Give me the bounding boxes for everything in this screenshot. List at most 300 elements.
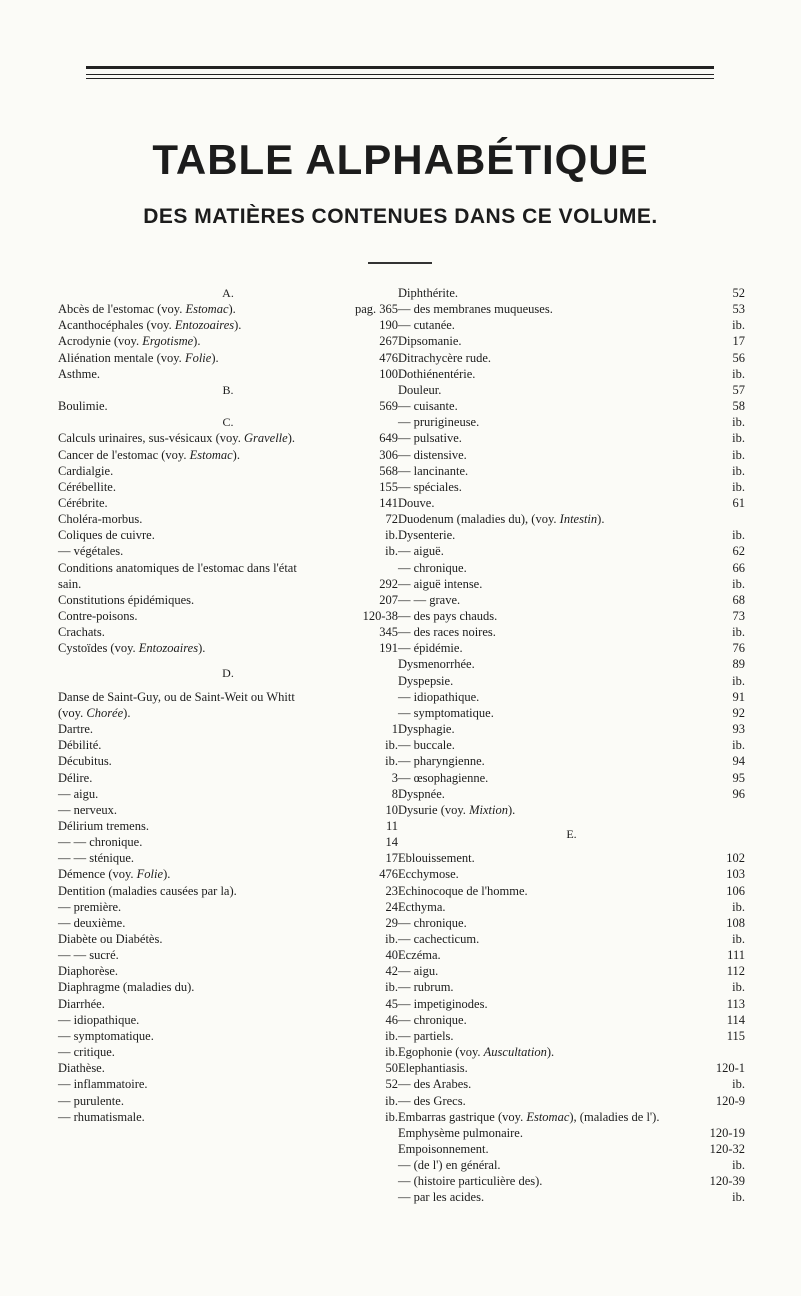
entry-text: — — grave. xyxy=(398,592,461,607)
entry-page-number: ib. xyxy=(732,673,745,688)
index-entry xyxy=(58,576,398,592)
section-letter-label: C. xyxy=(222,415,234,430)
entry-text: Ecchymose. xyxy=(398,867,459,882)
entry-text: (voy. Chorée). xyxy=(58,705,131,720)
entry-text: — aiguë. xyxy=(398,544,444,559)
index-entry xyxy=(398,689,745,705)
entry-page-number: 120-39 xyxy=(709,1174,745,1189)
entry-page-number: ib. xyxy=(732,447,745,462)
entry-page-number: 141 xyxy=(379,495,398,510)
index-entry xyxy=(58,818,398,834)
entry-text: — par les acides. xyxy=(398,1190,485,1205)
entry-text: Dysenterie. xyxy=(398,528,456,543)
entry-text: — cutanée. xyxy=(398,318,455,333)
entry-text: — buccale. xyxy=(398,738,455,753)
entry-page-number: ib. xyxy=(385,754,398,769)
entry-text: — spéciales. xyxy=(398,479,462,494)
entry-text: — lancinante. xyxy=(398,463,469,478)
entry-page-number: 11 xyxy=(385,818,398,833)
entry-page-number: ib. xyxy=(385,738,398,753)
entry-text: Diaphorèse. xyxy=(58,964,119,979)
entry-text: Danse de Saint-Guy, ou de Saint-Weit ou Whitt xyxy=(58,689,295,704)
entry-text: — — chronique. xyxy=(58,835,143,850)
index-entry xyxy=(58,1028,398,1044)
entry-page-number: ib. xyxy=(732,1190,745,1205)
entry-text: — idiopathique. xyxy=(58,1012,140,1027)
entry-text: Dipsomanie. xyxy=(398,334,462,349)
index-entry xyxy=(58,850,398,866)
index-entry xyxy=(398,382,745,398)
entry-page-number: ib. xyxy=(385,1109,398,1124)
index-entry xyxy=(58,1093,398,1109)
index-entry xyxy=(398,1109,745,1125)
entry-page-number: 120-19 xyxy=(709,1125,745,1140)
index-entry xyxy=(398,592,745,608)
index-entry xyxy=(58,543,398,559)
index-entry xyxy=(58,721,398,737)
entry-page-number: 89 xyxy=(732,657,745,672)
entry-text: Eczéma. xyxy=(398,948,441,963)
entry-page-number: ib. xyxy=(732,1077,745,1092)
entry-page-number: 42 xyxy=(385,964,398,979)
entry-text: — — sucré. xyxy=(58,948,119,963)
entry-text: — première. xyxy=(58,899,122,914)
entry-text: — partiels. xyxy=(398,1028,454,1043)
index-entry xyxy=(58,996,398,1012)
index-entry xyxy=(398,1044,745,1060)
index-entry xyxy=(58,963,398,979)
entry-page-number: pag. 365 xyxy=(354,302,398,317)
index-entry xyxy=(398,705,745,721)
entry-page-number: 476 xyxy=(379,350,398,365)
entry-text: — chronique. xyxy=(398,560,467,575)
entry-page-number: 267 xyxy=(379,334,398,349)
entry-page-number: 66 xyxy=(732,560,745,575)
entry-page-number: 61 xyxy=(732,495,745,510)
entry-page-number: 292 xyxy=(379,576,398,591)
index-entry xyxy=(398,1141,745,1157)
section-letter xyxy=(58,414,398,430)
entry-text: Diathèse. xyxy=(58,1061,105,1076)
index-entry xyxy=(58,608,398,624)
entry-text: Ecthyma. xyxy=(398,899,446,914)
index-entry xyxy=(58,689,398,705)
entry-text: Empoisonnement. xyxy=(398,1141,489,1156)
index-entry xyxy=(398,1093,745,1109)
entry-text: Egophonie (voy. Auscultation). xyxy=(398,1045,555,1060)
entry-page-number: 306 xyxy=(379,447,398,462)
entry-text: Diarrhée. xyxy=(58,996,105,1011)
entry-text: Conditions anatomiques de l'estomac dans l'état xyxy=(58,560,297,575)
index-entry xyxy=(398,317,745,333)
entry-page-number: 62 xyxy=(732,544,745,559)
entry-text: Choléra-morbus. xyxy=(58,512,143,527)
top-rule-thick xyxy=(86,66,714,69)
entry-text: Echinocoque de l'homme. xyxy=(398,883,528,898)
entry-text: Emphysème pulmonaire. xyxy=(398,1125,523,1140)
entry-page-number: 94 xyxy=(732,754,745,769)
entry-page-number: 57 xyxy=(732,382,745,397)
entry-page-number: ib. xyxy=(732,528,745,543)
index-entry xyxy=(398,1125,745,1141)
index-entry xyxy=(58,834,398,850)
index-entry xyxy=(398,479,745,495)
entry-text: — inflammatoire. xyxy=(58,1077,148,1092)
index-entry xyxy=(398,398,745,414)
entry-text: — purulente. xyxy=(58,1093,124,1108)
entry-page-number: ib. xyxy=(732,738,745,753)
entry-page-number: ib. xyxy=(385,1045,398,1060)
entry-page-number: 73 xyxy=(732,609,745,623)
entry-page-number: 53 xyxy=(732,302,745,317)
entry-page-number: 120-1 xyxy=(715,1061,745,1076)
index-entry xyxy=(398,430,745,446)
index-entry xyxy=(398,608,745,624)
entry-page-number: 112 xyxy=(726,964,745,979)
entry-text: — aiguë intense. xyxy=(398,576,483,591)
index-entry xyxy=(58,770,398,786)
index-entry xyxy=(398,915,745,931)
index-entry xyxy=(398,576,745,592)
entry-page-number: 3 xyxy=(391,770,398,785)
title-divider xyxy=(368,262,432,264)
index-entry xyxy=(58,915,398,931)
entry-text: Contre-poisons. xyxy=(58,609,138,623)
entry-text: Diaphragme (maladies du). xyxy=(58,980,195,995)
index-entry xyxy=(58,527,398,543)
entry-page-number: 14 xyxy=(385,835,398,850)
top-rule-thin xyxy=(86,74,714,75)
entry-text: — rhumatismale. xyxy=(58,1109,145,1124)
entry-text: — végétales. xyxy=(58,544,124,559)
index-entry xyxy=(398,463,745,479)
entry-text: — critique. xyxy=(58,1045,115,1060)
entry-page-number: 95 xyxy=(732,770,745,785)
entry-page-number: ib. xyxy=(732,625,745,640)
entry-page-number: ib. xyxy=(385,528,398,543)
index-entry xyxy=(398,979,745,995)
entry-text: — (histoire particulière des). xyxy=(398,1174,543,1189)
entry-page-number: ib. xyxy=(385,1093,398,1108)
section-letter-label: D. xyxy=(222,665,234,680)
section-letter xyxy=(58,285,398,301)
entry-text: Asthme. xyxy=(58,366,101,381)
entry-text: Cérébrite. xyxy=(58,495,108,510)
entry-page-number: 96 xyxy=(732,786,745,801)
entry-text: — cachecticum. xyxy=(398,932,480,946)
entry-page-number: 10 xyxy=(385,802,398,817)
entry-page-number: 476 xyxy=(379,867,398,882)
entry-text: — (de l') en général. xyxy=(398,1158,501,1173)
index-entry xyxy=(58,753,398,769)
entry-text: Eblouissement. xyxy=(398,851,475,866)
entry-text: Dyspnée. xyxy=(398,786,445,801)
index-entry xyxy=(58,301,398,317)
entry-page-number: 58 xyxy=(732,399,745,414)
index-entry xyxy=(398,996,745,1012)
entry-page-number: 50 xyxy=(385,1061,398,1076)
entry-page-number: ib. xyxy=(385,1028,398,1043)
section-letter-label: B. xyxy=(222,382,234,397)
entry-text: Décubitus. xyxy=(58,754,112,769)
entry-page-number: ib. xyxy=(385,980,398,995)
index-entry xyxy=(398,753,745,769)
entry-text: Duodenum (maladies du), (voy. Intestin). xyxy=(398,512,605,527)
entry-page-number: 102 xyxy=(726,851,745,866)
entry-text: Diabète ou Diabétès. xyxy=(58,932,163,946)
index-entry xyxy=(58,640,398,656)
index-entry xyxy=(398,527,745,543)
page-title: TABLE ALPHABÉTIQUE xyxy=(152,136,649,183)
entry-page-number: 8 xyxy=(391,786,398,801)
entry-text: — idiopathique. xyxy=(398,689,480,704)
index-entry xyxy=(58,511,398,527)
entry-page-number: 24 xyxy=(385,899,398,914)
index-entry xyxy=(398,947,745,963)
section-letter xyxy=(58,382,398,398)
index-entry xyxy=(398,333,745,349)
top-rule-thin xyxy=(86,78,714,79)
entry-text: Acanthocéphales (voy. Entozoaires). xyxy=(58,318,242,333)
index-entry xyxy=(58,495,398,511)
entry-text: Débilité. xyxy=(58,738,102,753)
index-entry xyxy=(398,414,745,430)
index-entry xyxy=(58,560,398,576)
entry-text: Douve. xyxy=(398,495,435,510)
index-entry xyxy=(58,479,398,495)
entry-page-number: ib. xyxy=(732,932,745,946)
index-entry xyxy=(398,366,745,382)
index-entry xyxy=(398,786,745,802)
index-entry xyxy=(398,285,745,301)
index-entry xyxy=(58,899,398,915)
index-entry xyxy=(398,656,745,672)
index-entry xyxy=(58,366,398,382)
entry-page-number: 17 xyxy=(732,334,745,349)
entry-page-number: ib. xyxy=(732,980,745,995)
entry-page-number: 108 xyxy=(726,915,745,930)
entry-page-number: ib. xyxy=(732,463,745,478)
entry-page-number: 68 xyxy=(732,592,745,607)
entry-text: Dentition (maladies causées par la). xyxy=(58,883,237,898)
index-entry xyxy=(58,1012,398,1028)
index-entry xyxy=(398,543,745,559)
entry-text: — — sténique. xyxy=(58,851,135,866)
index-entry xyxy=(398,1012,745,1028)
entry-page-number: 106 xyxy=(726,883,745,898)
entry-text: Elephantiasis. xyxy=(398,1061,468,1076)
entry-text: Embarras gastrique (voy. Estomac), (maladies de l'). xyxy=(398,1109,660,1124)
entry-page-number: 113 xyxy=(726,996,745,1011)
index-entry xyxy=(58,786,398,802)
entry-page-number: 120-9 xyxy=(715,1093,745,1108)
entry-text: — aigu. xyxy=(398,964,439,979)
entry-page-number: 72 xyxy=(385,512,398,527)
entry-page-number: 46 xyxy=(385,1012,398,1027)
entry-text: — prurigineuse. xyxy=(398,415,480,430)
entry-text: — œsophagienne. xyxy=(398,770,489,785)
entry-text: Dyspepsie. xyxy=(398,673,454,688)
entry-page-number: ib. xyxy=(732,1158,745,1173)
index-entry xyxy=(398,511,745,527)
entry-text: Dysphagie. xyxy=(398,722,455,737)
entry-page-number: ib. xyxy=(732,479,745,494)
entry-page-number: 649 xyxy=(379,431,398,446)
entry-text: Ditrachycère rude. xyxy=(398,350,491,365)
index-entry xyxy=(58,398,398,414)
entry-page-number: 45 xyxy=(385,996,398,1011)
index-entry xyxy=(58,1044,398,1060)
index-entry xyxy=(58,333,398,349)
entry-page-number: 114 xyxy=(726,1012,745,1027)
entry-page-number: 92 xyxy=(732,705,745,720)
index-entry xyxy=(58,931,398,947)
section-letter xyxy=(398,826,745,842)
entry-text: Constitutions épidémiques. xyxy=(58,592,195,607)
index-entry xyxy=(58,947,398,963)
index-entry xyxy=(398,721,745,737)
index-entry xyxy=(398,1028,745,1044)
index-entry xyxy=(398,899,745,915)
entry-page-number: 111 xyxy=(727,948,745,963)
entry-text: Dysmenorrhée. xyxy=(398,657,475,672)
entry-text: — rubrum. xyxy=(398,980,454,995)
entry-page-number: 191 xyxy=(379,641,398,656)
entry-text: — impetiginodes. xyxy=(398,996,488,1011)
index-entry xyxy=(58,737,398,753)
index-entry xyxy=(398,640,745,656)
entry-page-number: 76 xyxy=(732,641,745,656)
entry-page-number: 52 xyxy=(385,1077,398,1092)
entry-text: — des races noires. xyxy=(398,625,496,640)
index-entry xyxy=(58,802,398,818)
section-letter-label: E. xyxy=(566,827,577,842)
entry-text: Aliénation mentale (voy. Folie). xyxy=(58,350,219,365)
index-entry xyxy=(58,463,398,479)
entry-text: — des pays chauds. xyxy=(398,609,498,623)
index-entry xyxy=(398,850,745,866)
entry-page-number: 115 xyxy=(726,1028,745,1043)
entry-text: Cystoïdes (voy. Entozoaires). xyxy=(58,641,206,656)
index-entry xyxy=(398,673,745,689)
entry-page-number: 120-38 xyxy=(362,609,398,623)
entry-text: — pharyngienne. xyxy=(398,754,485,769)
index-entry xyxy=(58,866,398,882)
entry-page-number: ib. xyxy=(732,576,745,591)
index-entry xyxy=(58,1060,398,1076)
entry-text: Dartre. xyxy=(58,722,94,737)
entry-page-number: 345 xyxy=(379,625,398,640)
index-entry xyxy=(398,624,745,640)
index-entry xyxy=(398,350,745,366)
entry-page-number: 103 xyxy=(726,867,745,882)
entry-page-number: 93 xyxy=(732,722,745,737)
entry-page-number: 569 xyxy=(379,399,398,414)
index-entry xyxy=(398,560,745,576)
entry-text: — chronique. xyxy=(398,915,467,930)
index-entry xyxy=(398,770,745,786)
entry-text: Calculs urinaires, sus-vésicaux (voy. Gravelle). xyxy=(58,431,295,446)
entry-text: — des membranes muqueuses. xyxy=(398,302,553,317)
entry-text: — chronique. xyxy=(398,1012,467,1027)
index-entry xyxy=(398,1173,745,1189)
entry-text: — épidémie. xyxy=(398,641,463,656)
entry-page-number: ib. xyxy=(732,415,745,430)
entry-page-number: ib. xyxy=(732,318,745,333)
entry-page-number: 52 xyxy=(732,286,745,300)
index-entry xyxy=(398,1157,745,1173)
entry-text: — distensive. xyxy=(398,447,467,462)
entry-page-number: ib. xyxy=(732,431,745,446)
entry-text: — des Grecs. xyxy=(398,1093,466,1108)
entry-text: Dothiénentérie. xyxy=(398,366,476,381)
section-letter-label: A. xyxy=(222,286,234,300)
entry-text: Démence (voy. Folie). xyxy=(58,867,171,882)
entry-page-number: ib. xyxy=(732,366,745,381)
entry-page-number: 155 xyxy=(379,479,398,494)
entry-page-number: 207 xyxy=(379,592,398,607)
index-entry xyxy=(398,883,745,899)
entry-text: Cardialgie. xyxy=(58,463,114,478)
entry-text: Coliques de cuivre. xyxy=(58,528,155,543)
entry-page-number: 56 xyxy=(732,350,745,365)
entry-page-number: 91 xyxy=(732,689,745,704)
section-letter xyxy=(58,665,398,681)
entry-text: Douleur. xyxy=(398,382,442,397)
entry-page-number: 40 xyxy=(385,948,398,963)
entry-text: Dysurie (voy. Mixtion). xyxy=(398,802,516,817)
index-entry xyxy=(58,592,398,608)
entry-page-number: 17 xyxy=(385,851,398,866)
entry-text: — des Arabes. xyxy=(398,1077,472,1092)
entry-page-number: 29 xyxy=(385,915,398,930)
index-entry xyxy=(58,447,398,463)
index-entry xyxy=(58,883,398,899)
index-entry xyxy=(398,963,745,979)
index-entry xyxy=(58,705,398,721)
entry-text: Délirium tremens. xyxy=(58,818,149,833)
entry-text: Diphthérite. xyxy=(398,286,459,300)
index-entry xyxy=(398,1189,745,1205)
entry-text: — nerveux. xyxy=(58,802,118,817)
index-entry xyxy=(58,624,398,640)
entry-text: — aigu. xyxy=(58,786,99,801)
index-entry xyxy=(58,430,398,446)
entry-text: Acrodynie (voy. Ergotisme). xyxy=(58,334,201,349)
entry-page-number: 120-32 xyxy=(709,1141,745,1156)
entry-page-number: 100 xyxy=(379,366,398,381)
index-entry xyxy=(398,737,745,753)
entry-text: — symptomatique. xyxy=(398,705,494,720)
entry-page-number: ib. xyxy=(732,899,745,914)
entry-page-number: 190 xyxy=(379,318,398,333)
index-entry xyxy=(398,301,745,317)
entry-text: Abcès de l'estomac (voy. Estomac). xyxy=(58,302,236,317)
index-entry xyxy=(58,979,398,995)
index-entry xyxy=(398,447,745,463)
index-entry xyxy=(58,1076,398,1092)
entry-text: Cancer de l'estomac (voy. Estomac). xyxy=(58,447,240,462)
entry-text: Cérébellite. xyxy=(58,479,116,494)
entry-text: Délire. xyxy=(58,770,93,785)
index-entry xyxy=(398,495,745,511)
entry-page-number: ib. xyxy=(385,932,398,946)
entry-page-number: 23 xyxy=(385,883,398,898)
index-entry xyxy=(398,931,745,947)
entry-text: sain. xyxy=(58,576,82,591)
index-entry xyxy=(58,317,398,333)
entry-text: Boulimie. xyxy=(58,399,108,414)
